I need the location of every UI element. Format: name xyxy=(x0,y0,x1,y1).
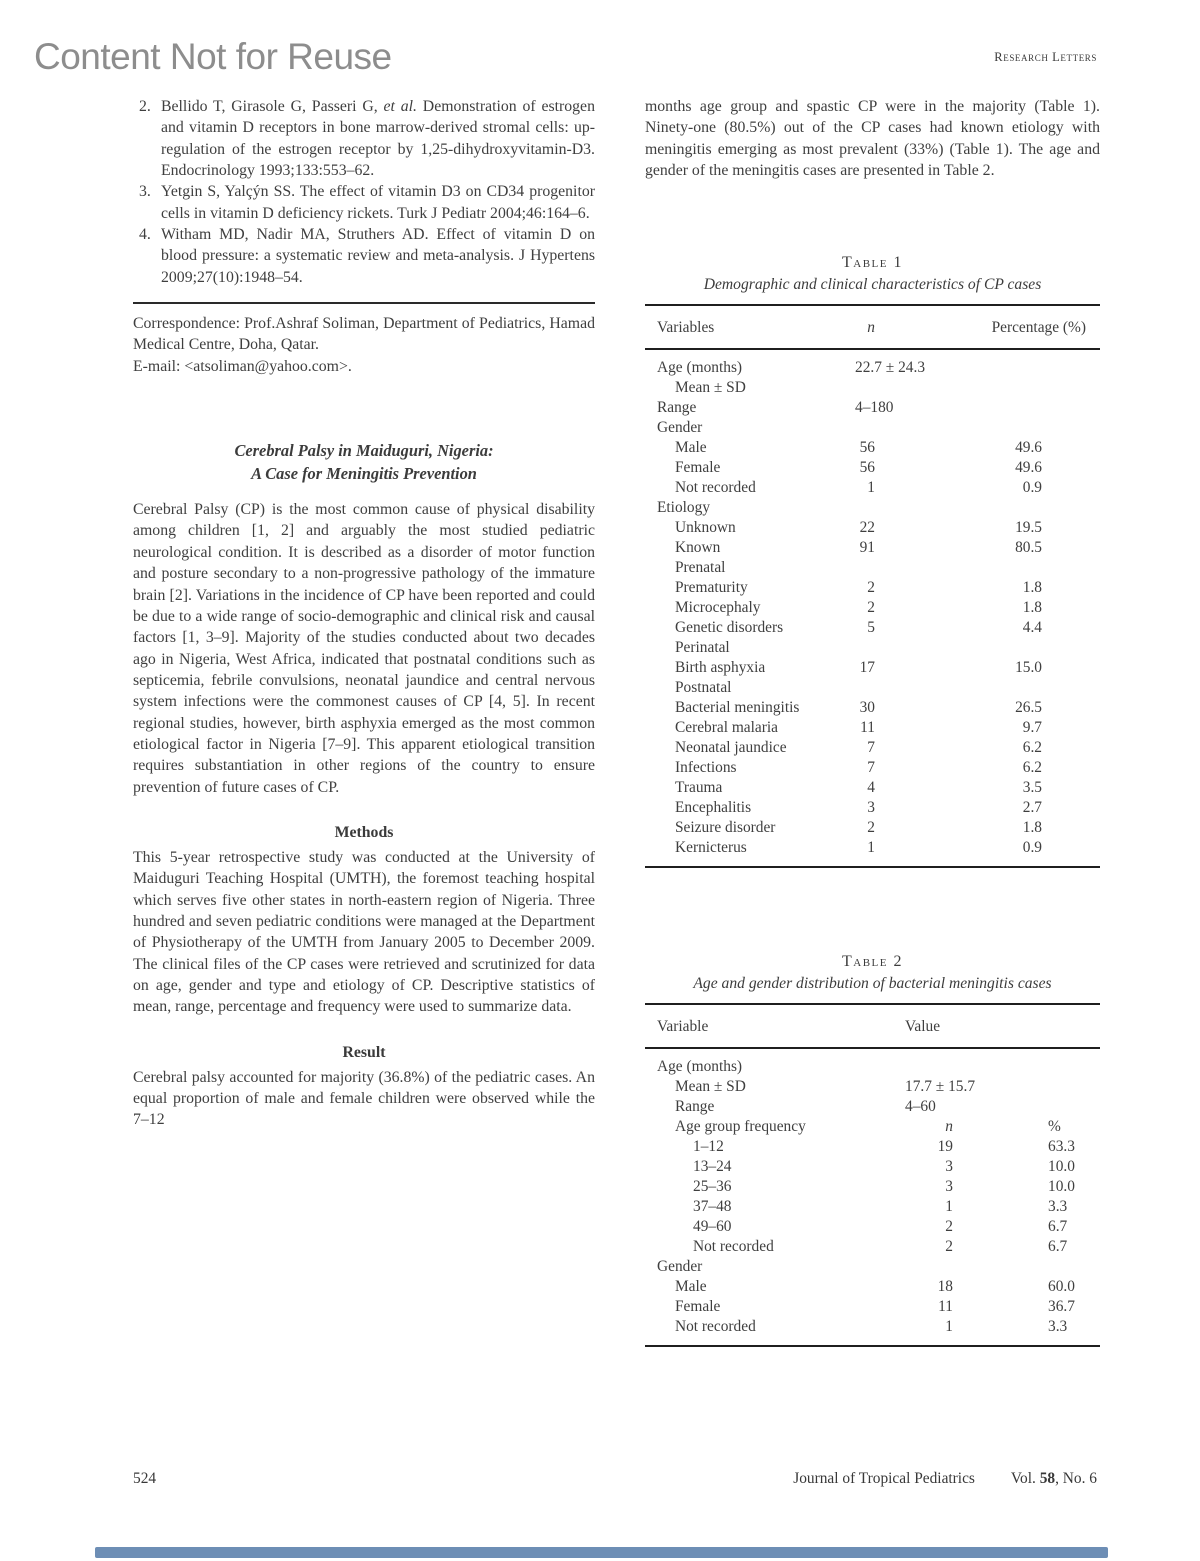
row-label: Bacterial meningitis xyxy=(675,699,800,717)
row-value: 91 xyxy=(859,539,875,557)
row-value: 2 xyxy=(945,1218,953,1236)
reference-number: 4. xyxy=(139,226,151,244)
table-row xyxy=(645,458,1100,478)
volume-info: Vol. 58, No. 6 xyxy=(1010,1470,1097,1487)
row-value xyxy=(855,418,950,438)
table-1-title: Table 1 xyxy=(842,254,903,272)
table-row xyxy=(645,598,1100,618)
row-label: Trauma xyxy=(675,779,723,797)
row-label: Genetic disorders xyxy=(675,619,784,637)
row-value: 60.0 xyxy=(1048,1278,1075,1296)
row-value: 4.4 xyxy=(1022,619,1042,637)
row-value: 63.3 xyxy=(1048,1138,1075,1156)
table-row xyxy=(645,378,1100,398)
row-value: 3.5 xyxy=(1022,779,1042,797)
row-label: 25–36 xyxy=(693,1178,732,1196)
journal-name: Journal of Tropical Pediatrics xyxy=(793,1470,975,1487)
row-label: Cerebral malaria xyxy=(675,719,778,737)
row-value: 19 xyxy=(937,1138,953,1156)
table-row xyxy=(645,438,1100,458)
row-label: 1–12 xyxy=(693,1138,724,1156)
row-value xyxy=(855,558,950,578)
row-value xyxy=(950,358,1100,378)
row-value: 19.5 xyxy=(1015,519,1042,537)
row-value: 17.7 ± 15.7 xyxy=(905,1078,976,1096)
table-row xyxy=(645,718,1100,738)
reference-text: Witham MD, Nadir MA, Struthers AD. Effect of vitamin D on blood pressure: a systematic review and meta-analysis. J Hypertens 2009;27(10):1948–54. xyxy=(161,226,595,286)
row-value xyxy=(1048,1257,1100,1277)
row-label: Prematurity xyxy=(675,579,748,597)
table-row xyxy=(645,478,1100,498)
table-1-bottom-rule xyxy=(645,866,1100,868)
table-row xyxy=(645,1297,1100,1317)
table-row xyxy=(645,818,1100,838)
table-1-header-percentage: Percentage (%) xyxy=(991,319,1086,337)
row-label: Male xyxy=(675,439,707,457)
row-value: 49.6 xyxy=(1015,459,1042,477)
row-value xyxy=(855,378,950,398)
row-value: 56 xyxy=(859,459,875,477)
row-value: 26.5 xyxy=(1015,699,1042,717)
methods-heading: Methods xyxy=(334,823,394,841)
row-value: 4–60 xyxy=(905,1098,936,1116)
table-row xyxy=(645,658,1100,678)
row-value xyxy=(855,498,950,518)
table-row xyxy=(645,578,1100,598)
row-label: Birth asphyxia xyxy=(675,659,766,677)
table-2-bottom-rule xyxy=(645,1345,1100,1347)
row-value xyxy=(950,558,1100,578)
article-title xyxy=(133,439,595,485)
row-value: 2 xyxy=(867,819,875,837)
row-label: Seizure disorder xyxy=(675,819,776,837)
correspondence-address: Correspondence: Prof.Ashraf Soliman, Department of Pediatrics, Hamad Medical Centre, Doha, Qatar. xyxy=(133,315,595,354)
row-value: 6.2 xyxy=(1022,759,1042,777)
table-row xyxy=(645,1257,1100,1277)
row-label: Female xyxy=(675,459,721,477)
row-label: Perinatal xyxy=(675,639,730,657)
row-label: Mean ± SD xyxy=(675,379,746,397)
right-column xyxy=(645,96,1100,1347)
table-2-body xyxy=(645,1049,1100,1337)
row-value: 5 xyxy=(867,619,875,637)
row-value xyxy=(905,1257,1048,1277)
row-label: Neonatal jaundice xyxy=(675,739,787,757)
row-label: Etiology xyxy=(657,499,711,517)
table-1-body xyxy=(645,350,1100,858)
row-value: 30 xyxy=(859,699,875,717)
row-value: 10.0 xyxy=(1048,1158,1075,1176)
row-value: 1.8 xyxy=(1022,599,1042,617)
row-value: 2.7 xyxy=(1022,799,1042,817)
table-row xyxy=(645,358,1100,378)
row-value xyxy=(905,1057,1048,1077)
row-value: 56 xyxy=(859,439,875,457)
row-value: 11 xyxy=(938,1298,953,1316)
row-label: Gender xyxy=(657,419,703,437)
row-value: 4 xyxy=(867,779,875,797)
content-not-for-reuse-watermark: Content Not for Reuse xyxy=(34,36,392,77)
correspondence-divider xyxy=(133,302,595,304)
row-value: 49.6 xyxy=(1015,439,1042,457)
reference-text: Yetgin S, Yalçýn SS. The effect of vitamin D3 on CD34 progenitor cells in vitamin D deficiency rickets. Turk J Pediatr 2004;46:164–6. xyxy=(161,183,595,222)
table-row xyxy=(645,418,1100,438)
row-value: 3 xyxy=(867,799,875,817)
row-value: 9.7 xyxy=(1022,719,1042,737)
row-value: 36.7 xyxy=(1048,1298,1075,1316)
row-value: 1 xyxy=(945,1318,953,1336)
table-2-title: Table 2 xyxy=(842,953,903,971)
table-row xyxy=(645,1277,1100,1297)
table-row xyxy=(645,638,1100,658)
table-row xyxy=(645,1317,1100,1337)
table-row xyxy=(645,738,1100,758)
row-label: 13–24 xyxy=(693,1158,732,1176)
row-label: Postnatal xyxy=(675,679,732,697)
row-label: Encephalitis xyxy=(675,799,752,817)
correspondence-email: E-mail: <atsoliman@yahoo.com>. xyxy=(133,357,352,375)
row-value: 7 xyxy=(867,759,875,777)
row-value: 6.2 xyxy=(1022,739,1042,757)
row-value: 1 xyxy=(867,839,875,857)
row-value: 2 xyxy=(945,1238,953,1256)
page-footer xyxy=(133,1470,1097,1488)
row-value xyxy=(950,378,1100,398)
row-label: 37–48 xyxy=(693,1198,732,1216)
research-letters-label: Research Letters xyxy=(994,50,1097,64)
row-label: Not recorded xyxy=(693,1238,774,1256)
row-value xyxy=(950,418,1100,438)
row-value: 1.8 xyxy=(1022,579,1042,597)
row-value: 22 xyxy=(859,519,875,537)
row-label: Not recorded xyxy=(675,479,756,497)
row-value xyxy=(950,678,1100,698)
row-label: Gender xyxy=(657,1258,703,1276)
table-row xyxy=(645,518,1100,538)
left-column xyxy=(133,96,595,1131)
table-row xyxy=(645,1177,1100,1197)
row-label: Age (months) xyxy=(657,1058,743,1076)
row-value xyxy=(855,638,950,658)
table-1-header-variables: Variables xyxy=(657,319,715,337)
row-label: 49–60 xyxy=(693,1218,732,1236)
table-2-header-row xyxy=(645,1005,1100,1047)
row-label: Mean ± SD xyxy=(675,1078,746,1096)
table-row xyxy=(645,698,1100,718)
row-value: 80.5 xyxy=(1015,539,1042,557)
table-row xyxy=(645,538,1100,558)
row-label: Unknown xyxy=(675,519,736,537)
reference-item xyxy=(133,224,595,288)
row-label: Kernicterus xyxy=(675,839,747,857)
row-label: Not recorded xyxy=(675,1318,756,1336)
table-row xyxy=(645,1197,1100,1217)
row-label: Prenatal xyxy=(675,559,726,577)
reference-number: 2. xyxy=(139,98,151,115)
row-label: Range xyxy=(675,1098,715,1116)
row-value: 11 xyxy=(860,719,875,737)
row-value: 1.8 xyxy=(1022,819,1042,837)
horizontal-scrollbar[interactable] xyxy=(95,1547,1108,1558)
table-2 xyxy=(645,952,1100,1347)
row-value: 6.7 xyxy=(1048,1238,1068,1256)
table-row xyxy=(645,758,1100,778)
row-value: 3.3 xyxy=(1048,1198,1068,1216)
table-row xyxy=(645,1157,1100,1177)
row-label: Female xyxy=(675,1298,721,1316)
table-2-header-variable: Variable xyxy=(657,1018,709,1036)
row-value xyxy=(950,398,1100,418)
reference-list xyxy=(133,96,595,288)
table-row xyxy=(645,1137,1100,1157)
row-value: 17 xyxy=(859,659,875,677)
row-value: 3 xyxy=(945,1178,953,1196)
reference-number: 3. xyxy=(139,183,151,201)
table-row xyxy=(645,558,1100,578)
table-row xyxy=(645,798,1100,818)
row-value xyxy=(1048,1097,1100,1117)
row-value: 3 xyxy=(945,1158,953,1176)
table-row xyxy=(645,1217,1100,1237)
table-1-header-n: n xyxy=(867,319,875,337)
row-value: 18 xyxy=(937,1278,953,1296)
table-row xyxy=(645,1117,1100,1137)
row-value: 4–180 xyxy=(855,399,894,417)
row-label: Age (months) xyxy=(657,359,743,377)
table-2-header-value: Value xyxy=(905,1018,941,1036)
table-row xyxy=(645,1237,1100,1257)
article-title-line1: Cerebral Palsy in Maiduguri, Nigeria: xyxy=(234,441,494,461)
row-value: 6.7 xyxy=(1048,1218,1068,1236)
reference-item xyxy=(133,181,595,224)
correspondence-block xyxy=(133,313,595,377)
reference-text: Bellido T, Girasole G, Passeri G, et al. Demonstration of estrogen and vitamin D receptors in bone marrow-derived stromal cells: up-regulation of the estrogen receptor by 1,25-dihydroxyvitamin-D3. Endocrinology 1993;133:553–62. xyxy=(161,98,595,180)
row-value: 10.0 xyxy=(1048,1178,1075,1196)
row-value xyxy=(1048,1057,1100,1077)
row-label: Range xyxy=(657,399,697,417)
article-title-line2: A Case for Meningitis Prevention xyxy=(251,464,477,484)
row-label: Age group frequency xyxy=(675,1118,806,1136)
row-value: 0.9 xyxy=(1022,839,1042,857)
row-label: Microcephaly xyxy=(675,599,761,617)
row-value: 0.9 xyxy=(1022,479,1042,497)
table-1 xyxy=(645,253,1100,868)
table-row xyxy=(645,398,1100,418)
table-2-caption: Age and gender distribution of bacterial meningitis cases xyxy=(693,975,1052,993)
row-value: 2 xyxy=(867,599,875,617)
table-1-caption: Demographic and clinical characteristics of CP cases xyxy=(703,276,1042,294)
row-label: Male xyxy=(675,1278,707,1296)
table-row xyxy=(645,838,1100,858)
methods-paragraph: This 5-year retrospective study was conducted at the University of Maiduguri Teaching Hospital (UMTH), the foremost teaching hospital which serves five other states in north-eastern region of Nigeria. Three hundred and seven pediatric conditions were managed at the Department of Physiotherapy of the UMTH from January 2005 to December 2009. The clinical files of the CP cases were retrieved and scrutinized for data on age, gender and type and etiology of CP. Descriptive statistics of mean, range, percentage and frequency were used to summarize data. xyxy=(133,848,595,1016)
row-label: Known xyxy=(675,539,721,557)
reference-item xyxy=(133,96,595,181)
row-value: 1 xyxy=(945,1198,953,1216)
page-number: 524 xyxy=(133,1470,157,1487)
row-value: 1 xyxy=(867,479,875,497)
table-row xyxy=(645,1097,1100,1117)
row-value: 2 xyxy=(867,579,875,597)
row-value: 15.0 xyxy=(1015,659,1042,677)
table-row xyxy=(645,618,1100,638)
row-value: 7 xyxy=(867,739,875,757)
row-value: 22.7 ± 24.3 xyxy=(855,359,926,377)
row-value xyxy=(1048,1077,1100,1097)
intro-paragraph: Cerebral Palsy (CP) is the most common cause of physical disability among children [1, 2] and arguably the most studied pediatric neurological condition. It is described as a disorder of motor function and posture secondary to a non-progressive pathology of the immature brain [2]. Variations in the incidence of CP have been reported and could be due to a wide range of socio-demographic and clinical risk and causal factors [1, 3–9]. Majority of the studies conducted about two decades ago in Nigeria, West Africa, indicated that postnatal conditions such as septicemia, febrile convulsions, neonatal jaundice and central nervous system infections were the commonest causes of CP [4, 5]. In recent regional studies, however, birth asphyxia emerged as the most common etiological factor in Nigeria [7–9]. This apparent etiological transition requires substantiation in other regions of the country to ensure prevention of future cases of CP. xyxy=(133,501,595,796)
row-value xyxy=(950,498,1100,518)
row-value: n xyxy=(945,1118,953,1136)
right-opening-paragraph: months age group and spastic CP were in the majority (Table 1). Ninety-one (80.5%) out of the CP cases had known etiology with meningitis emerging as most prevalent (33%) (Table 1). The age and gender of the meningitis cases are presented in Table 2. xyxy=(645,98,1100,180)
table-row xyxy=(645,1057,1100,1077)
result-paragraph: Cerebral palsy accounted for majority (36.8%) of the pediatric cases. An equal proportion of male and female children were observed while the 7–12 xyxy=(133,1068,595,1129)
row-label: Infections xyxy=(675,759,737,777)
table-2-header-spacer xyxy=(1048,1017,1100,1037)
table-row xyxy=(645,498,1100,518)
result-heading: Result xyxy=(342,1043,386,1061)
table-row xyxy=(645,778,1100,798)
table-1-header-row xyxy=(645,306,1100,348)
row-value: % xyxy=(1048,1118,1061,1136)
table-row xyxy=(645,1077,1100,1097)
row-value xyxy=(855,678,950,698)
row-value: 3.3 xyxy=(1048,1318,1068,1336)
row-value xyxy=(950,638,1100,658)
table-row xyxy=(645,678,1100,698)
